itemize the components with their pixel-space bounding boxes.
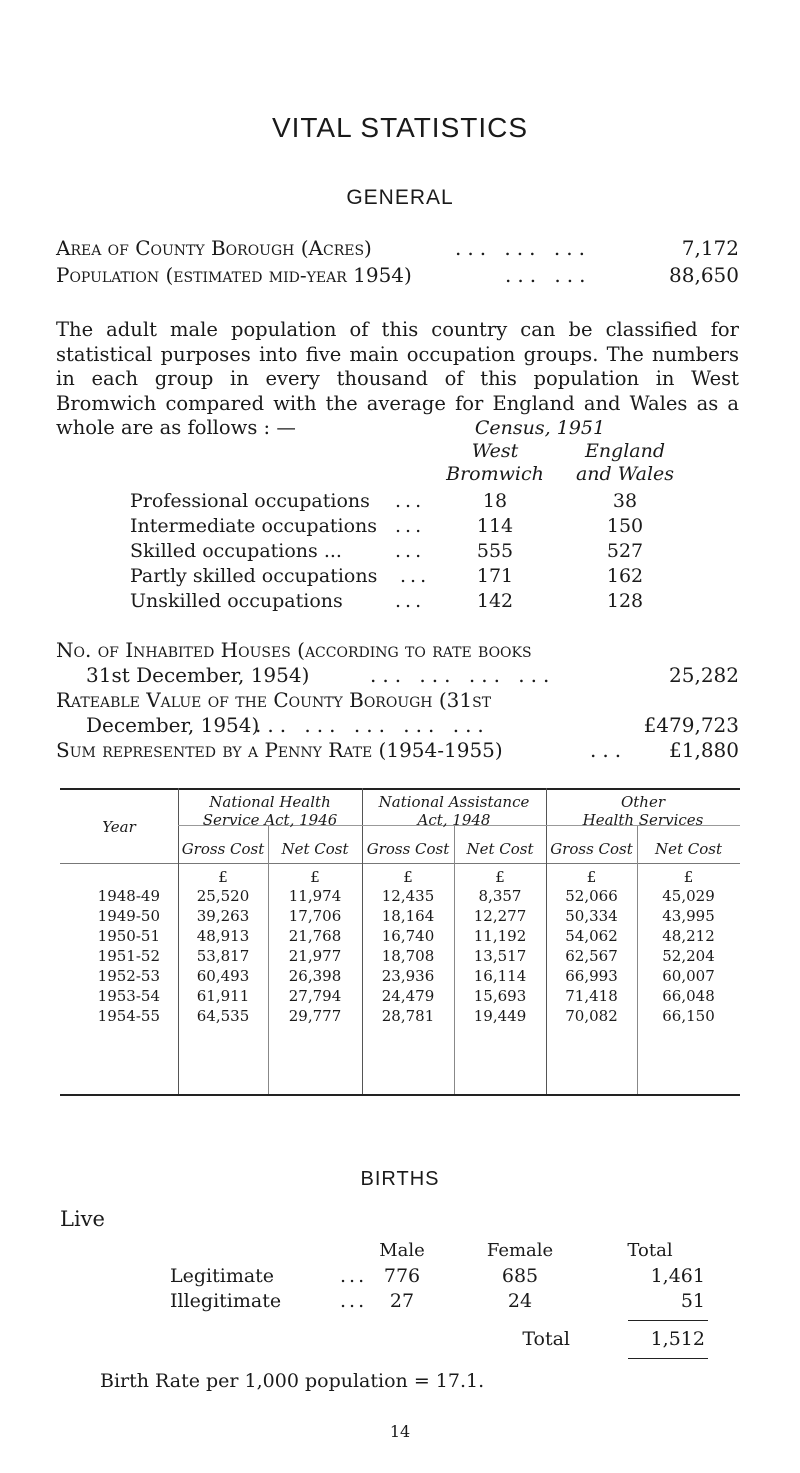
- occupation-leader: ...: [395, 490, 426, 512]
- births-header-total: Total: [627, 1240, 673, 1261]
- occupation-label: Unskilled occupations: [130, 590, 343, 612]
- occupation-label: Intermediate occupations: [130, 515, 378, 537]
- sub-header: Net Cost: [281, 840, 349, 858]
- currency-symbol: £: [495, 868, 505, 886]
- table-cell: 28,781: [381, 1007, 435, 1025]
- sub-header: Net Cost: [654, 840, 723, 858]
- table-cell: 21,768: [288, 927, 342, 945]
- group-header-2: [362, 793, 546, 829]
- occupation-wb-value: 171: [476, 565, 514, 587]
- occupation-wb-value: 114: [476, 515, 514, 537]
- table-cell: 13,517: [473, 947, 527, 965]
- births-total: 51: [680, 1290, 705, 1312]
- table-cell: 23,936: [381, 967, 435, 985]
- occupation-ew-value: 527: [606, 540, 644, 562]
- table-row-year: 1951-52: [97, 947, 160, 965]
- penny-leader: ...: [590, 738, 628, 762]
- group-header-1-line1: National Health: [209, 793, 331, 811]
- currency-symbol: £: [586, 868, 597, 886]
- births-leader: ...: [340, 1290, 368, 1312]
- births-female: 24: [507, 1290, 533, 1312]
- births-row-label: Illegitimate: [170, 1290, 282, 1312]
- census-col-ew-2: and Wales: [575, 463, 675, 485]
- table-cell: 48,212: [662, 927, 715, 945]
- rateable-line1: Rateable Value of the County Borough (31st: [56, 688, 492, 712]
- census-col-west-2: Bromwich: [446, 463, 544, 485]
- occupation-leader: ...: [395, 590, 426, 612]
- births-title: BIRTHS: [360, 1168, 440, 1190]
- rateable-line2: December, 1954): [86, 713, 260, 737]
- area-label: Area of County Borough (Acres): [56, 236, 372, 260]
- births-female: 685: [501, 1265, 539, 1287]
- occupation-leader: ...: [395, 540, 426, 562]
- table-cell: 71,418: [565, 987, 618, 1005]
- table-bottom-rule: [60, 1094, 740, 1096]
- group-header-2-line2: Act, 1948: [417, 811, 491, 829]
- births-total: 1,461: [650, 1265, 705, 1287]
- occupation-leader: ...: [400, 565, 431, 587]
- table-cell: 18,164: [381, 907, 435, 925]
- currency-symbol: £: [310, 868, 320, 886]
- table-cell: 17,706: [288, 907, 342, 925]
- houses-leader: ... ... ... ...: [370, 663, 556, 687]
- birth-rate: Birth Rate per 1,000 population = 17.1.: [100, 1370, 485, 1392]
- census-heading: Census, 1951: [474, 417, 606, 439]
- table-cell: 62,567: [565, 947, 618, 965]
- table-cell: 70,082: [565, 1007, 618, 1025]
- houses-line1: No. of Inhabited Houses (according to rate books: [56, 638, 532, 662]
- occupation-ew-value: 150: [606, 515, 644, 537]
- births-header-female: Female: [486, 1240, 554, 1261]
- occupation-wb-value: 142: [476, 590, 514, 612]
- penny-value: £1,880: [669, 738, 739, 762]
- table-cell: 26,398: [288, 967, 342, 985]
- table-row-year: 1954-55: [97, 1007, 160, 1025]
- table-header-rule: [60, 863, 740, 864]
- occupation-label: Partly skilled occupations: [130, 565, 378, 587]
- births-row-label: Legitimate: [170, 1265, 275, 1287]
- table-row-year: 1949-50: [97, 907, 160, 925]
- table-cell: 12,277: [473, 907, 527, 925]
- table-row-year: 1950-51: [97, 927, 160, 945]
- houses-line2: 31st December, 1954): [86, 663, 310, 687]
- table-row-year: 1948-49: [97, 887, 160, 905]
- table-cell: 11,192: [473, 927, 527, 945]
- table-cell: 24,479: [381, 987, 435, 1005]
- table-cell: 66,150: [662, 1007, 715, 1025]
- group-header-3: [546, 793, 740, 829]
- live-label: Live: [60, 1207, 105, 1231]
- sub-header: Gross Cost: [550, 840, 633, 858]
- table-cell: 16,740: [381, 927, 435, 945]
- table-cell: 66,993: [565, 967, 618, 985]
- census-col-west-1: West: [471, 440, 519, 462]
- table-cell: 60,493: [196, 967, 250, 985]
- population-leader: ... ...: [505, 263, 592, 287]
- year-header: Year: [102, 818, 136, 836]
- group-header-1-line2: Service Act, 1946: [202, 811, 338, 829]
- table-cell: 19,449: [473, 1007, 527, 1025]
- table-cell: 52,066: [565, 887, 618, 905]
- page-number: 14: [389, 1422, 411, 1441]
- table-cell: 25,520: [196, 887, 250, 905]
- occupation-ew-value: 162: [606, 565, 644, 587]
- table-row-year: 1952-53: [97, 967, 160, 985]
- table-cell: 12,435: [381, 887, 435, 905]
- births-header-male: Male: [379, 1240, 425, 1261]
- total-rule-bottom: [628, 1358, 708, 1359]
- table-cell: 43,995: [662, 907, 715, 925]
- occupation-wb-value: 18: [482, 490, 508, 512]
- group-header-3-line2: Health Services: [582, 811, 704, 829]
- table-cell: 64,535: [196, 1007, 250, 1025]
- occupation-label: Professional occupations: [130, 490, 370, 512]
- rateable-value: £479,723: [643, 713, 739, 737]
- currency-symbol: £: [403, 868, 413, 886]
- area-value: 7,172: [681, 236, 739, 260]
- table-cell: 8,357: [478, 887, 522, 905]
- table-cell: 66,048: [662, 987, 715, 1005]
- total-rule-top: [628, 1320, 708, 1321]
- table-cell: 45,029: [662, 887, 715, 905]
- table-row-year: 1953-54: [97, 987, 160, 1005]
- population-label: [56, 263, 412, 287]
- table-cell: 18,708: [381, 947, 435, 965]
- census-col-ew-1: England: [584, 440, 666, 462]
- group-header-3-line1: Other: [620, 793, 666, 811]
- births-total-label: Total: [522, 1328, 570, 1350]
- births-male: 27: [389, 1290, 415, 1312]
- currency-symbol: £: [683, 868, 694, 886]
- occupation-paragraph: The adult male population of this country can be classified for statistical purposes into five main occupation groups. The numbers in each group in every thousand of this population in West Bromwich compared with the average for England and Wales as a whole are as follows : —: [56, 318, 739, 439]
- births-leader: ...: [340, 1265, 368, 1287]
- table-cell: 54,062: [565, 927, 618, 945]
- houses-value: 25,282: [669, 663, 739, 687]
- table-cell: 11,974: [288, 887, 342, 905]
- rateable-leader: ... ... ... ... ...: [255, 713, 490, 737]
- table-cell: 29,777: [288, 1007, 342, 1025]
- area-leader: ... ... ...: [455, 236, 591, 260]
- table-cell: 39,263: [196, 907, 250, 925]
- table-cell: 53,817: [196, 947, 250, 965]
- table-cell: 15,693: [473, 987, 527, 1005]
- occupation-leader: ...: [395, 515, 426, 537]
- page-title: VITAL STATISTICS: [271, 112, 529, 143]
- table-cell: 61,911: [196, 987, 250, 1005]
- occupation-ew-value: 38: [612, 490, 638, 512]
- occupation-label: Skilled occupations ...: [130, 540, 342, 562]
- table-cell: 16,114: [473, 967, 527, 985]
- occupation-ew-value: 128: [606, 590, 644, 612]
- population-label-text: Population (estimated mid-year 1954): [56, 263, 412, 287]
- penny-label: Sum represented by a Penny Rate (1954-1955): [56, 738, 503, 762]
- occupation-wb-value: 555: [476, 540, 514, 562]
- table-cell: 21,977: [288, 947, 342, 965]
- births-grand-total: 1,512: [650, 1328, 705, 1350]
- sub-header: Net Cost: [466, 840, 534, 858]
- group-header-1: [178, 793, 362, 829]
- births-male: 776: [383, 1265, 421, 1287]
- population-value: 88,650: [669, 263, 739, 287]
- table-cell: 48,913: [196, 927, 250, 945]
- currency-symbol: £: [218, 868, 228, 886]
- sub-header: Gross Cost: [366, 840, 450, 858]
- table-cell: 52,204: [662, 947, 715, 965]
- table-top-rule: [60, 788, 740, 790]
- table-cell: 50,334: [565, 907, 618, 925]
- sub-header: Gross Cost: [181, 840, 265, 858]
- group-header-2-line1: National Assistance: [378, 793, 530, 811]
- section-title: GENERAL: [346, 186, 454, 209]
- table-cell: 27,794: [288, 987, 342, 1005]
- table-cell: 60,007: [662, 967, 715, 985]
